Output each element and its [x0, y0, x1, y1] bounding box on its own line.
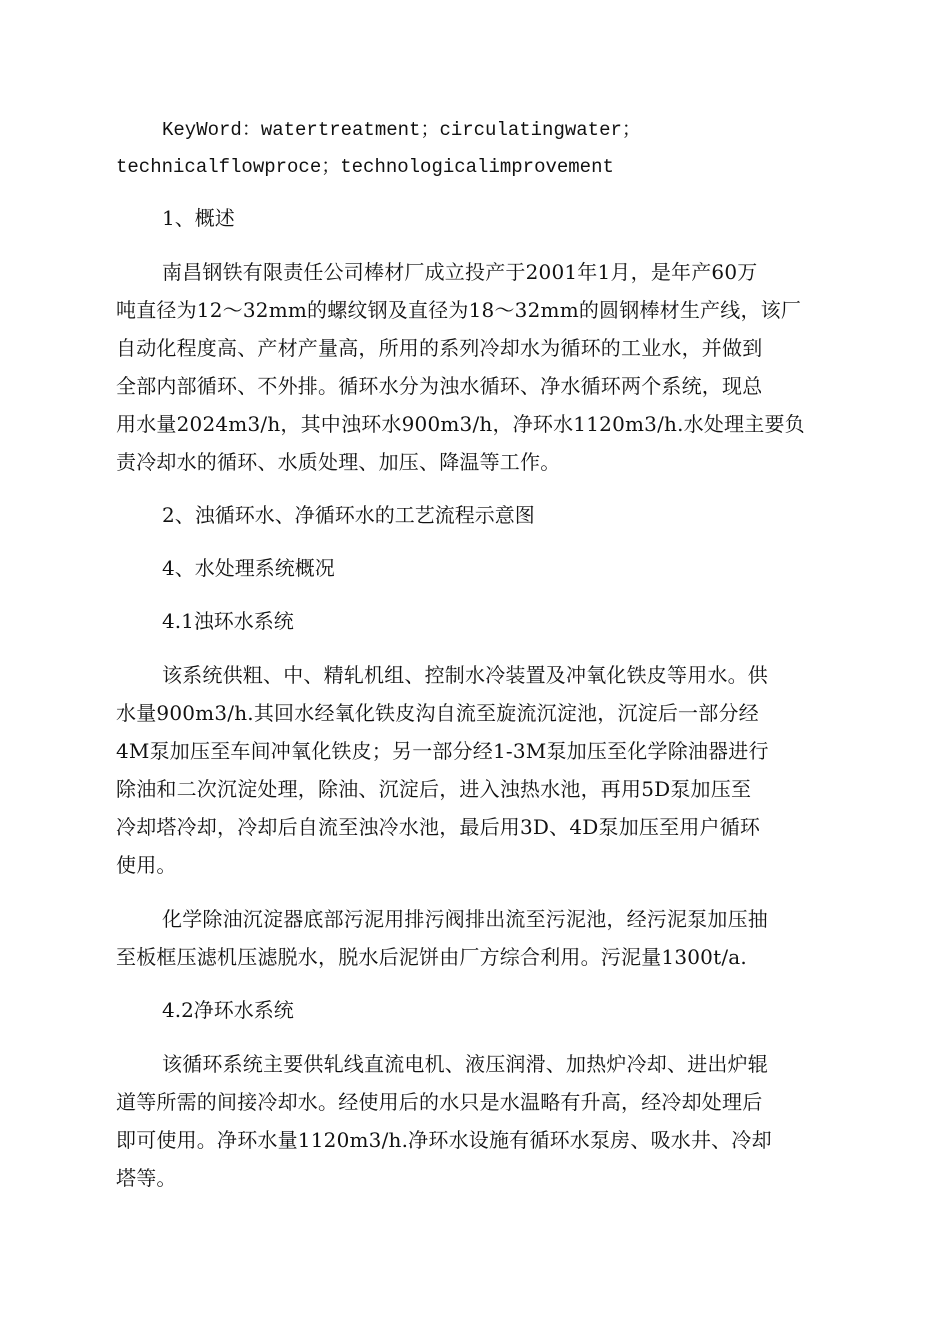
section-4-2-paragraph [116, 1045, 832, 1197]
paragraph-line: 使用。 [116, 853, 177, 877]
paragraph-line: 除油和二次沉淀处理，除油、沉淀后，进入浊热水池，再用5D泵加压至 [116, 777, 752, 801]
paragraph-line: 责冷却水的循环、水质处理、加压、降温等工作。 [116, 450, 561, 474]
document-page [116, 112, 832, 1213]
paragraph-line: 南昌钢铁有限责任公司棒材厂成立投产于2001年1月，是年产60万 [162, 260, 758, 284]
section-4-2-heading: 4.2净环水系统 [162, 998, 294, 1022]
paragraph-line: 即可使用。净环水量1120m3/h.净环水设施有循环水泵房、吸水井、冷却 [116, 1128, 772, 1152]
paragraph-line: 该循环系统主要供轧线直流电机、液压润滑、加热炉冷却、进出炉辊 [162, 1052, 768, 1076]
section-4-1-paragraph-2 [116, 900, 832, 976]
paragraph-line: 冷却塔冷却，冷却后自流至浊冷水池，最后用3D、4D泵加压至用户循环 [116, 815, 761, 839]
section-1-heading: 1、概述 [162, 206, 235, 230]
section-4-heading: 4、水处理系统概况 [162, 556, 335, 580]
paragraph-line: 全部内部循环、不外排。循环水分为浊水循环、净水循环两个系统，现总 [116, 374, 763, 398]
section-1-paragraph [116, 253, 832, 481]
paragraph-line: 至板框压滤机压滤脱水，脱水后泥饼由厂方综合利用。污泥量1300t/a. [116, 945, 747, 969]
paragraph-line: 该系统供粗、中、精轧机组、控制水冷装置及冲氧化铁皮等用水。供 [162, 663, 768, 687]
paragraph-line: 用水量2024m3/h，其中浊环水900m3/h，净环水1120m3/h.水处理主要负 [116, 412, 805, 436]
keyword-line-1: KeyWord：watertreatment；circulatingwater； [162, 119, 641, 141]
paragraph-line: 自动化程度高、产材产量高，所用的系列冷却水为循环的工业水，并做到 [116, 336, 763, 360]
paragraph-line: 塔等。 [116, 1166, 177, 1190]
keyword-line-2: technicalflowproce；technologicalimprovement [116, 156, 614, 178]
section-2-heading: 2、浊循环水、净循环水的工艺流程示意图 [162, 503, 535, 527]
paragraph-line: 水量900m3/h.其回水经氧化铁皮沟自流至旋流沉淀池，沉淀后一部分经 [116, 701, 759, 725]
section-4-1-heading: 4.1浊环水系统 [162, 609, 294, 633]
section-4-1-paragraph-1 [116, 656, 832, 884]
keyword-block [116, 112, 832, 186]
paragraph-line: 道等所需的间接冷却水。经使用后的水只是水温略有升高，经冷却处理后 [116, 1090, 763, 1114]
paragraph-line: 吨直径为12～32mm的螺纹钢及直径为18～32mm的圆钢棒材生产线，该厂 [116, 298, 802, 322]
paragraph-line: 化学除油沉淀器底部污泥用排污阀排出流至污泥池，经污泥泵加压抽 [162, 907, 768, 931]
paragraph-line: 4M泵加压至车间冲氧化铁皮；另一部分经1-3M泵加压至化学除油器进行 [116, 739, 769, 763]
